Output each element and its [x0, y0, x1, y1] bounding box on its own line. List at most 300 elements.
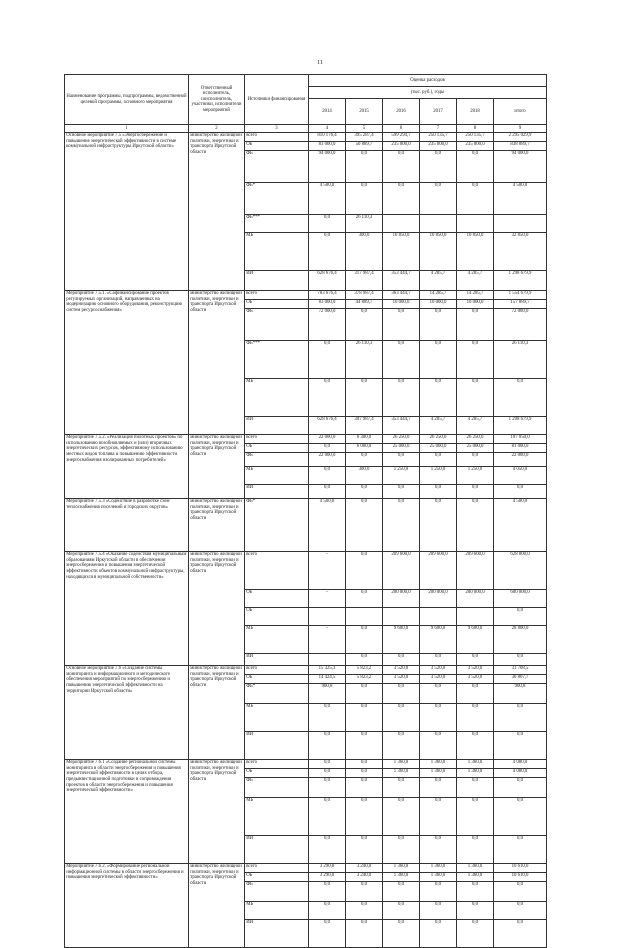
funding-source: ОБ — [245, 872, 309, 881]
value-cell: 0,0 — [346, 759, 383, 768]
value-cell: – — [309, 625, 346, 653]
value-cell: 0,0 — [383, 835, 420, 863]
measure-name: Мероприятие 7.5.3 «Содействие в разработке схем теплоснабжения поселений и городских округов» — [65, 498, 189, 551]
value-cell: 1 360,0 — [383, 768, 420, 777]
value-cell: 10 850,0 — [457, 232, 494, 270]
value-cell: 9 600,0 — [420, 625, 457, 653]
value-cell: 0,0 — [457, 901, 494, 919]
value-cell: 1 360,0 — [457, 759, 494, 768]
value-cell: 0,0 — [457, 150, 494, 182]
value-cell: 15 325,3 — [309, 665, 346, 674]
header-program: Наименование программы, подпрограммы, ведомственной целевой программы, основного мероприятия — [65, 75, 189, 125]
year-2014: 2014 — [309, 99, 346, 125]
value-cell: 0,0 — [420, 901, 457, 919]
value-cell: 300,0 — [346, 466, 383, 484]
value-cell: 0,0 — [346, 797, 383, 835]
header-responsible: Ответственный исполнитель, соисполнитель, участники, исполнители мероприятий — [189, 75, 245, 125]
value-cell: 0,0 — [383, 452, 420, 466]
funding-source: всего — [245, 665, 309, 674]
funding-source: ИИ — [245, 270, 309, 290]
value-cell: 0,0 — [383, 703, 420, 731]
value-cell: 1 360,0 — [420, 759, 457, 768]
value-cell — [309, 653, 346, 665]
value-cell: 4 500,0 — [309, 498, 346, 551]
value-cell: 300,0 — [346, 232, 383, 270]
value-cell: 0,0 — [420, 498, 457, 551]
value-cell: 363 444,7 — [383, 290, 420, 299]
value-cell: 200 000,0 — [457, 589, 494, 607]
value-cell: 209 600,0 — [420, 551, 457, 589]
value-cell: 0,0 — [309, 703, 346, 731]
value-cell: 14 285,7 — [420, 290, 457, 299]
value-cell: 0,0 — [346, 683, 383, 703]
year-total: итого — [494, 99, 547, 125]
value-total: 628 800,0 — [494, 551, 547, 589]
responsible-executor: министерство жилищной политики, энергетики и транспорта Иркутской области — [189, 434, 245, 498]
funding-source: ФБ — [245, 777, 309, 797]
value-cell: 0,0 — [420, 919, 457, 947]
value-cell: 0,0 — [420, 881, 457, 901]
value-cell: 3 240,0 — [346, 863, 383, 872]
value-cell: 10 000,0 — [457, 299, 494, 308]
funding-source: МБ — [245, 466, 309, 484]
value-cell: 3 520,0 — [457, 665, 494, 674]
value-cell — [346, 607, 383, 625]
value-cell: 0,0 — [346, 589, 383, 607]
value-cell: 0,0 — [346, 378, 383, 416]
value-total: 2 295 029,9 — [494, 132, 547, 141]
value-total: 4 050,0 — [494, 466, 547, 484]
value-cell — [457, 214, 494, 232]
value-total: 0,0 — [494, 777, 547, 797]
value-cell: 6 000,0 — [346, 443, 383, 452]
value-cell: 94 000,0 — [309, 150, 346, 182]
year-2018: 2018 — [457, 99, 494, 125]
value-cell: 0,0 — [309, 759, 346, 768]
value-cell: 1 250,0 — [420, 466, 457, 484]
measure-name: Мероприятие 7.6.1 «Создание региональной системы мониторинга в области энергосбережения и повышения энергетической эффективности в целях отбора, предынвестиционной подготовки и сопровождения проектов в области энергосбережения и повышения энергетической эффективности» — [65, 759, 189, 863]
value-cell: 810 176,4 — [309, 132, 346, 141]
table-row — [65, 665, 547, 674]
value-total: 4 500,0 — [494, 182, 547, 214]
value-cell: 353 444,7 — [383, 270, 420, 290]
header-row — [65, 75, 547, 87]
value-cell: 0,0 — [420, 378, 457, 416]
funding-source: ОБ — [245, 443, 309, 452]
value-total: 32 850,0 — [494, 232, 547, 270]
value-cell: 10 850,0 — [383, 232, 420, 270]
value-cell: 317 987,4 — [346, 270, 383, 290]
value-total: 0,0 — [494, 607, 547, 625]
funding-source: ИИ — [245, 835, 309, 863]
funding-source: ОБ — [245, 141, 309, 150]
value-cell: 22 000,0 — [309, 434, 346, 443]
value-cell: 3 520,0 — [420, 665, 457, 674]
value-cell: 0,0 — [420, 182, 457, 214]
value-cell: 0,0 — [346, 625, 383, 653]
funding-source: всего — [245, 551, 309, 589]
responsible-executor: министерство жилищной политики, энергетики и транспорта Иркутской области — [189, 863, 245, 947]
value-cell: 0,0 — [457, 308, 494, 340]
value-cell: 0,0 — [457, 498, 494, 551]
value-cell: 209 600,0 — [457, 551, 494, 589]
table-row — [65, 551, 547, 589]
value-cell: 0,0 — [346, 551, 383, 589]
value-cell: 0,0 — [309, 214, 346, 232]
value-cell: 0,0 — [420, 150, 457, 182]
value-total: 0,0 — [494, 378, 547, 416]
value-cell: 10 000,0 — [383, 299, 420, 308]
value-cell: 0,0 — [383, 378, 420, 416]
value-cell: 0,0 — [309, 484, 346, 498]
funding-source: ФБ* — [245, 683, 309, 703]
value-cell: 0,0 — [420, 484, 457, 498]
value-cell: 0,0 — [457, 881, 494, 901]
value-cell: 4 285,7 — [457, 416, 494, 434]
value-cell — [420, 607, 457, 625]
value-total: 94 000,0 — [494, 150, 547, 182]
value-cell: 83 000,0 — [309, 141, 346, 150]
value-cell: 200 000,0 — [420, 589, 457, 607]
value-cell: 1 360,0 — [383, 759, 420, 768]
value-cell: 4 285,7 — [420, 416, 457, 434]
value-total: 0,0 — [494, 731, 547, 759]
funding-source: всего — [245, 132, 309, 141]
value-total: 0,0 — [494, 797, 547, 835]
value-cell: 0,0 — [420, 452, 457, 466]
value-cell: 0,0 — [309, 777, 346, 797]
year-2017: 2017 — [420, 99, 457, 125]
value-cell: 1 250,0 — [383, 466, 420, 484]
value-cell: 0,0 — [346, 835, 383, 863]
value-total: 600 000,0 — [494, 589, 547, 607]
page-number: 11 — [317, 60, 323, 66]
value-total: 107 050,0 — [494, 434, 547, 443]
value-cell: 0,0 — [346, 182, 383, 214]
value-cell: 25 000,0 — [420, 443, 457, 452]
value-cell — [420, 214, 457, 232]
value-cell: 0,0 — [383, 340, 420, 378]
value-cell: 0,0 — [457, 683, 494, 703]
value-cell: 0,0 — [383, 182, 420, 214]
measure-name: Мероприятие 7.5.4 «Оказание содействия муниципальным образованиям Иркутской области в обеспечении энергосбережения и повышения энергетической эффективности объектов коммунальной инфраструктуры, находящихся в муниципальной собственности» — [65, 551, 189, 665]
colnum: 8 — [457, 125, 494, 133]
funding-source: ИИ — [245, 416, 309, 434]
value-cell: 1 360,0 — [420, 872, 457, 881]
value-cell: 0,0 — [309, 881, 346, 901]
funding-source: МБ — [245, 797, 309, 835]
responsible-executor: министерство жилищной политики, энергетики и транспорта Иркутской области — [189, 665, 245, 759]
funding-source: ФБ* — [245, 498, 309, 551]
value-cell: 4 500,0 — [309, 182, 346, 214]
value-cell: 0,0 — [309, 797, 346, 835]
value-cell: 209 600,0 — [383, 551, 420, 589]
value-cell: 0,0 — [346, 150, 383, 182]
funding-source: ФБ*** — [245, 214, 309, 232]
value-cell: 0,0 — [309, 340, 346, 378]
funding-source: всего — [245, 759, 309, 768]
funding-source: МБ — [245, 703, 309, 731]
value-cell: 0,0 — [383, 484, 420, 498]
funding-source: всего — [245, 290, 309, 299]
value-cell: 1 360,0 — [420, 863, 457, 872]
value-cell: 0,0 — [346, 452, 383, 466]
value-total: 22 000,0 — [494, 452, 547, 466]
value-cell: 0,0 — [346, 498, 383, 551]
value-cell: 1 360,0 — [457, 863, 494, 872]
value-cell: 0,0 — [457, 703, 494, 731]
value-cell: 3 290,0 — [309, 863, 346, 872]
value-cell: 0,0 — [420, 308, 457, 340]
funding-source: ОБ — [245, 607, 309, 625]
value-total: 4 080,0 — [494, 768, 547, 777]
value-cell: 0,0 — [346, 768, 383, 777]
funding-source: ОБ — [245, 768, 309, 777]
value-cell: 14 424,5 — [309, 674, 346, 683]
value-cell: 395 287,4 — [346, 132, 383, 141]
value-cell: 14 285,7 — [457, 290, 494, 299]
value-total: 1 298 679,9 — [494, 270, 547, 290]
funding-source: ИИ — [245, 653, 309, 665]
value-cell: – — [309, 589, 346, 607]
value-total: 30 807,7 — [494, 674, 547, 683]
value-cell: 3 520,0 — [383, 665, 420, 674]
value-total: 1 298 679,9 — [494, 416, 547, 434]
measure-name: Основное мероприятие 7.6 «Создание системы мониторинга и информационного и методического обеспечения мероприятий по энергосбережению и повышению энергетической эффективности на территории Иркутской области» — [65, 665, 189, 759]
table-row — [65, 759, 547, 768]
funding-source: всего — [245, 863, 309, 872]
funding-source: ИИ — [245, 484, 309, 498]
value-cell: 0,0 — [309, 378, 346, 416]
value-total: 10 610,0 — [494, 863, 547, 872]
value-cell: 0,0 — [457, 340, 494, 378]
value-cell: 4 285,7 — [457, 270, 494, 290]
value-cell: 0,0 — [457, 835, 494, 863]
value-cell: 0,0 — [383, 498, 420, 551]
value-cell: 0,0 — [457, 484, 494, 498]
value-cell: 26 110,3 — [346, 214, 383, 232]
value-cell: 0,0 — [383, 308, 420, 340]
colnum: 9 — [494, 125, 547, 133]
value-cell: 6 300,0 — [346, 434, 383, 443]
value-cell: 22 000,0 — [309, 452, 346, 466]
value-cell: 0,0 — [420, 777, 457, 797]
colnum: 7 — [420, 125, 457, 133]
funding-source: ОБ — [245, 674, 309, 683]
responsible-executor: министерство жилищной политики, энергетики и транспорта Иркутской области — [189, 498, 245, 551]
value-cell — [309, 607, 346, 625]
value-cell: 3 520,0 — [383, 674, 420, 683]
value-total: 157 889,7 — [494, 299, 547, 308]
measure-name: Мероприятие 7.5.2. «Реализация пилотных проектов» по использованию возобновляемых и (или) вторичных энергетических ресурсов, эффективному использованию местных видов топлива и повышению эффективности энергоснабжения изолированных потребителей» — [65, 434, 189, 498]
funding-source: ФБ — [245, 308, 309, 340]
value-total: 4 500,0 — [494, 498, 547, 551]
responsible-executor: министерство жилищной политики, энергетики и транспорта Иркутской области — [189, 290, 245, 434]
value-cell: 50 889,7 — [346, 141, 383, 150]
value-cell: 0,0 — [420, 653, 457, 665]
value-cell: 599 294,7 — [383, 132, 420, 141]
colnum: 2 — [189, 125, 245, 133]
value-cell: 0,0 — [383, 797, 420, 835]
value-cell: 0,0 — [346, 703, 383, 731]
responsible-executor: министерство жилищной политики, энергетики и транспорта Иркутской области — [189, 551, 245, 665]
value-cell: 0,0 — [420, 797, 457, 835]
value-cell: 235 000,0 — [383, 141, 420, 150]
value-cell: 0,0 — [383, 919, 420, 947]
financing-table — [64, 74, 547, 948]
value-cell: 0,0 — [420, 835, 457, 863]
value-total: 4 080,0 — [494, 759, 547, 768]
column-numbers-row — [65, 125, 547, 133]
value-cell: 307 987,4 — [346, 416, 383, 434]
value-total: 900,8 — [494, 683, 547, 703]
table-row — [65, 132, 547, 141]
value-cell: 0,0 — [309, 768, 346, 777]
colnum: 4 — [309, 125, 346, 133]
value-cell — [457, 607, 494, 625]
funding-source: МБ — [245, 232, 309, 270]
value-cell: 0,0 — [383, 881, 420, 901]
value-cell: 628 676,4 — [309, 270, 346, 290]
value-cell: 0,0 — [346, 919, 383, 947]
value-cell: 3 290,0 — [309, 872, 346, 881]
value-cell: 200 000,0 — [383, 589, 420, 607]
value-cell: 0,0 — [346, 901, 383, 919]
value-total: 838 889,7 — [494, 141, 547, 150]
value-cell — [383, 607, 420, 625]
value-cell: 5 823,2 — [346, 665, 383, 674]
value-cell: 628 676,4 — [309, 416, 346, 434]
table-row — [65, 863, 547, 872]
value-cell: 25 000,0 — [383, 443, 420, 452]
value-cell: 0,0 — [457, 182, 494, 214]
value-cell: 0,0 — [383, 777, 420, 797]
value-cell: 1 360,0 — [383, 863, 420, 872]
value-cell: 0,0 — [346, 484, 383, 498]
colnum: 3 — [245, 125, 309, 133]
colnum: 5 — [346, 125, 383, 133]
value-cell: 0,0 — [457, 452, 494, 466]
value-cell: 1 360,0 — [383, 872, 420, 881]
value-cell: 26 250,0 — [383, 434, 420, 443]
value-cell: 0,0 — [309, 232, 346, 270]
value-total: 0,0 — [494, 919, 547, 947]
value-cell: 0,0 — [383, 731, 420, 759]
funding-source: ИИ — [245, 919, 309, 947]
value-cell: 1 250,0 — [457, 466, 494, 484]
value-cell: 3 240,0 — [346, 872, 383, 881]
value-cell: 250 135,7 — [420, 132, 457, 141]
colnum: 6 — [383, 125, 420, 133]
value-cell: 353 444,7 — [383, 416, 420, 434]
year-2016: 2016 — [383, 99, 420, 125]
measure-name: Мероприятие 7.6.2. «Формирование региональной информационной системы в области энергосбережения и повышения энергетической эффективности» — [65, 863, 189, 947]
value-cell: 0,0 — [457, 797, 494, 835]
value-cell: 0,0 — [383, 653, 420, 665]
table-row — [65, 498, 547, 551]
funding-source: ОБ — [245, 589, 309, 607]
value-total: 0,0 — [494, 835, 547, 863]
colnum: 1 — [65, 125, 189, 133]
value-cell: 72 000,0 — [309, 308, 346, 340]
value-cell: 10 850,0 — [420, 232, 457, 270]
value-total: 0,0 — [494, 881, 547, 901]
value-cell: 1 360,0 — [457, 768, 494, 777]
header-costs-sub: (тыс. руб.), годы — [309, 87, 547, 99]
value-total — [494, 214, 547, 232]
value-total: 81 000,0 — [494, 443, 547, 452]
value-cell: 1 360,0 — [457, 872, 494, 881]
value-cell: 0,0 — [420, 683, 457, 703]
table-row — [65, 434, 547, 443]
value-cell: 0,0 — [420, 731, 457, 759]
value-cell: 0,0 — [309, 466, 346, 484]
value-cell: 0,0 — [309, 835, 346, 863]
table-row — [65, 290, 547, 299]
value-cell: 0,0 — [383, 683, 420, 703]
value-cell: 0,0 — [383, 150, 420, 182]
value-cell: 0,0 — [309, 443, 346, 452]
value-cell: 5 823,2 — [346, 674, 383, 683]
value-cell: 0,0 — [420, 703, 457, 731]
value-cell: 26 250,0 — [420, 434, 457, 443]
value-cell: 900,8 — [309, 683, 346, 703]
value-cell: 0,0 — [457, 777, 494, 797]
funding-source: МБ — [245, 625, 309, 653]
value-total: 0,0 — [494, 901, 547, 919]
measure-name: Основное мероприятие 7.5 «Энергосбережение и повышение энергетической эффективности в системе коммунальной инфраструктуры Иркутской области» — [65, 132, 189, 290]
value-cell: 26 110,3 — [346, 340, 383, 378]
value-cell: 0,0 — [457, 378, 494, 416]
value-cell: 0,0 — [346, 653, 383, 665]
value-total: 26 110,3 — [494, 340, 547, 378]
value-cell: 3 520,0 — [457, 674, 494, 683]
value-cell: 235 000,0 — [457, 141, 494, 150]
responsible-executor: министерство жилищной политики, энергетики и транспорта Иркутской области — [189, 132, 245, 290]
value-cell: 9 600,0 — [457, 625, 494, 653]
value-total: 10 610,0 — [494, 872, 547, 881]
funding-source: МБ — [245, 901, 309, 919]
value-cell: 0,0 — [457, 653, 494, 665]
value-cell: 783 676,4 — [309, 290, 346, 299]
year-2015: 2015 — [346, 99, 383, 125]
value-cell: 0,0 — [346, 308, 383, 340]
value-cell: 25 000,0 — [457, 443, 494, 452]
value-cell: 1 360,0 — [420, 768, 457, 777]
value-cell: 250 135,7 — [457, 132, 494, 141]
value-cell: 4 285,7 — [420, 270, 457, 290]
value-cell: 0,0 — [346, 731, 383, 759]
value-total: 0,0 — [494, 703, 547, 731]
funding-source: ФБ — [245, 452, 309, 466]
value-cell: 0,0 — [309, 731, 346, 759]
header-costs-title: Оценка расходов — [309, 75, 547, 87]
value-cell: 0,0 — [309, 919, 346, 947]
value-cell: 3 520,0 — [420, 674, 457, 683]
value-cell: 0,0 — [457, 731, 494, 759]
value-total: 28 800,0 — [494, 625, 547, 653]
funding-source: ФБ — [245, 150, 309, 182]
value-total: 0,0 — [494, 484, 547, 498]
value-cell: 83 000,0 — [309, 299, 346, 308]
value-total: 72 000,0 — [494, 308, 547, 340]
funding-source: ИИ — [245, 731, 309, 759]
value-cell: 235 000,0 — [420, 141, 457, 150]
value-total: 31 708,5 — [494, 665, 547, 674]
value-cell: 0,0 — [346, 881, 383, 901]
value-cell: 26 250,0 — [457, 434, 494, 443]
value-cell: 0,0 — [346, 777, 383, 797]
